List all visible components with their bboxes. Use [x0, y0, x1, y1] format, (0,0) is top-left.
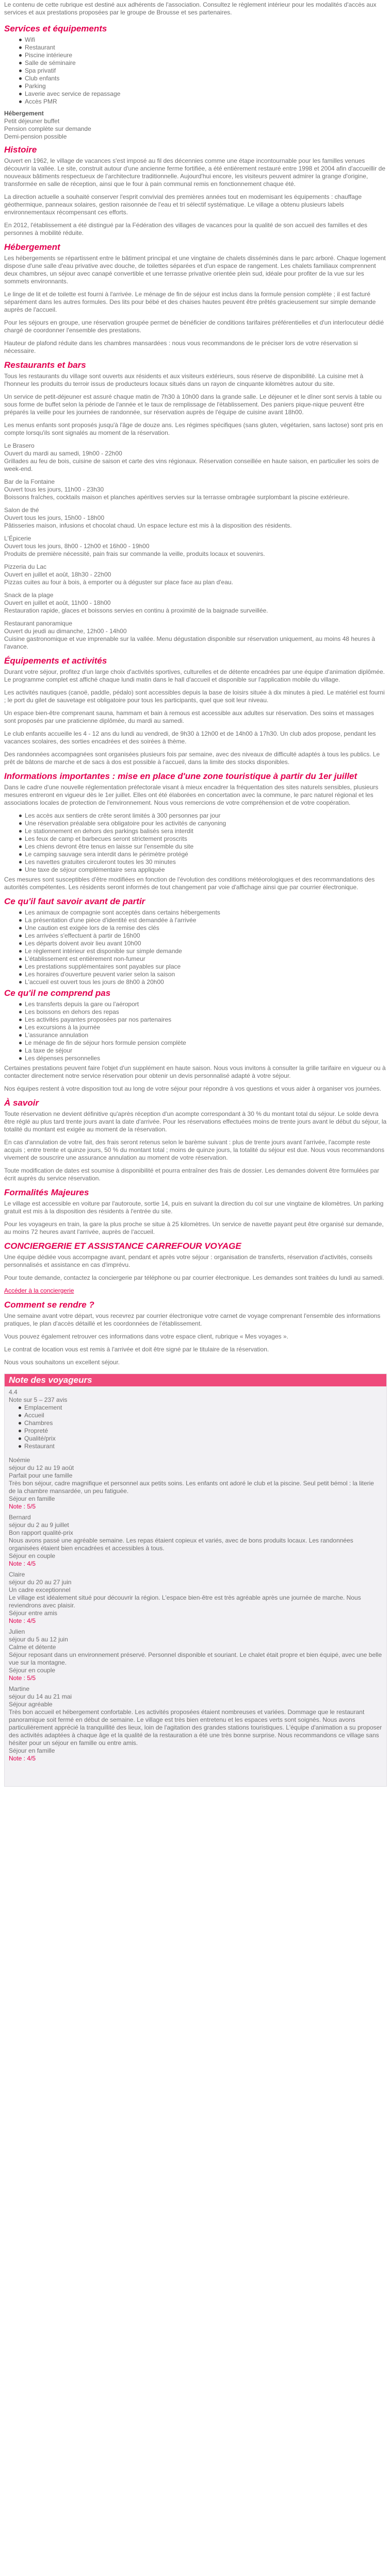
list-item: Laverie avec service de repassage — [25, 90, 387, 98]
concierge-link[interactable]: Accéder à la conciergerie — [4, 1287, 74, 1294]
not-included-paragraph: Nos équipes restent à votre disposition tout au long de votre séjour pour répondre à vos questions et vous aider à organiser vos journées. — [4, 1085, 382, 1092]
access-title: Formalités Majeures — [4, 1188, 89, 1197]
review-rating: Note : 5/5 — [9, 1503, 36, 1510]
history-paragraph: La direction actuelle a souhaité conserver l'esprit convivial des premières années tout en modernisant les équipements : chauffage géothermique, panneaux solaires, gestion raisonnée de l'eau et tri sélectif systématique. Le village a obtenu plusieurs labels environnementaux récompensant ces efforts. — [4, 193, 362, 216]
activities-paragraph: Le club enfants accueille les 4 - 12 ans du lundi au vendredi, de 9h30 à 12h00 et de 14h00 à 17h30. Un club ados propose, pendant les vacances scolaires, des sorties encadrées et des soirées à thème. — [4, 730, 376, 745]
venue-hours: Ouvert tous les jours, 11h00 - 23h30 — [4, 486, 104, 493]
howto-section — [4, 1300, 387, 1366]
venue — [4, 442, 387, 473]
practical-list — [4, 812, 387, 874]
venue-description: Produits de première nécessité, pain frais sur commande la veille, produits locaux et souvenirs. — [4, 550, 265, 557]
access-section — [4, 1188, 387, 1236]
details-paragraph: Pour les séjours en groupe, une réservation groupée permet de bénéficier de conditions tarifaires préférentielles et d'un interlocuteur dédié chargé de coordonner l'ensemble des prestations. — [4, 319, 384, 334]
list-item: Une caution est exigée lors de la remise des clés — [25, 924, 387, 932]
booking-paragraph: Toute réservation ne devient définitive qu'après réception d'un acompte correspondant à 30 % du montant total du séjour. Le solde devra être réglé au plus tard trente jours avant la date d'arrivée. Pour les réservations effectuées moins de trente jours avant le début du séjour, la totalité du montant est exigée au moment de la réservation. — [4, 1110, 387, 1133]
practical-intro: Dans le cadre d'une nouvelle réglementation préfectorale visant à mieux encadrer la fréquentation des sites naturels sensibles, plusieurs mesures entreront en vigueur dès le 1er juillet. Elles ont été élaborées en concertation avec la commune, le parc naturel régional et les associations locales de protection de l'environnement. Nous vous remercions de votre compréhension et de votre coopération. — [4, 784, 379, 806]
list-item: L'établissement est entièrement non-fumeur — [25, 955, 387, 963]
list-item: Les horaires d'ouverture peuvent varier selon la saison — [25, 971, 387, 978]
howto-title: Comment se rendre ? — [4, 1300, 94, 1310]
venue-name: Le Brasero — [4, 442, 35, 449]
review-text: Le village est idéalement situé pour découvrir la région. L'espace bien-être est très agréable après une journée de marche. Nous reviendrons avec plaisir. — [9, 1594, 361, 1609]
reminders-list — [4, 909, 387, 986]
list-item: Une taxe de séjour complémentaire sera appliquée — [25, 866, 387, 874]
review-stay: Séjour en couple — [9, 1667, 56, 1674]
review-title: Un cadre exceptionnel — [9, 1586, 71, 1594]
activities-paragraph: Durant votre séjour, profitez d'un large choix d'activités sportives, culturelles et de détente encadrées par une équipe d'animation diplômée. Le programme complet est affiché chaque lundi matin dans le hall d'accueil et disponible sur l'application mobile du village. — [4, 668, 385, 683]
review-text: Très bon accueil et hébergement confortable. Les activités proposées étaient nombreuses et variées. Dommage que le restaurant panoramique soit fermé en début de semaine. Le village est très bien entretenu et les espaces verts sont soignés. Nous avons particulièrement apprécié la tranquillité des lieux, loin de l'agitation des grandes stations touristiques. L'équipe d'animation a su proposer des activités adaptées à chaque âge et la qualité de la restauration a été une très bonne surprise. Nous recommandons ce village sans hésiter pour un séjour en famille ou entre amis. — [9, 1708, 382, 1747]
activities-paragraph: Des randonnées accompagnées sont organisées plusieurs fois par semaine, avec des niveaux de difficulté adaptés à tous les publics. Le prêt de bâtons de marche et de sacs à dos est possible à l'accueil, dans la limite des stocks disponibles. — [4, 751, 380, 766]
venue-description: Pâtisseries maison, infusions et chocolat chaud. Un espace lecture est mis à la disposition des résidents. — [4, 522, 292, 529]
review-author: Bernard — [9, 1514, 31, 1521]
details-paragraph: Le linge de lit et de toilette est fourni à l'arrivée. Le ménage de fin de séjour est inclus dans la formule pension complète ; il est facturé séparément dans les autres formules. Des lits pour bébé et des chaises hautes peuvent être prêtés gracieusement sur simple demande auprès de l'accueil. — [4, 291, 376, 313]
list-item: Le ménage de fin de séjour hors formule pension complète — [25, 1039, 387, 1047]
activities-paragraph: Un espace bien-être comprenant sauna, hammam et bain à remous est accessible aux adultes sur réservation. Des soins et massages sont proposés par une praticienne diplômée, du mardi au samedi. — [4, 709, 374, 724]
details-section — [4, 242, 387, 355]
list-item: Les boissons en dehors des repas — [25, 1008, 387, 1016]
list-item: Parking — [25, 82, 387, 90]
venue-hours: Ouvert en juillet et août, 18h30 - 22h00 — [4, 571, 111, 578]
details-title: Hébergement — [4, 242, 60, 252]
list-item: Les prestations supplémentaires sont payables sur place — [25, 963, 387, 971]
list-item: Le stationnement en dehors des parkings balisés sera interdit — [25, 827, 387, 835]
access-paragraph: Pour les voyageurs en train, la gare la plus proche se situe à 25 kilomètres. Un service de navette payant peut être organisé sur demande, au moins 72 heures avant l'arrivée, auprès de l'accueil. — [4, 1221, 384, 1235]
booking-title: À savoir — [4, 1098, 39, 1108]
list-item: Wifi — [25, 36, 387, 44]
venue — [4, 591, 387, 615]
intro-text: Le contenu de cette rubrique est destiné aux adhérents de l'association. Consultez le règlement intérieur pour les modalités d'accès aux services et aux prestations proposées par le groupe de Brousse et ses partenaires. — [4, 1, 377, 16]
history-section — [4, 145, 387, 237]
booking-paragraph: Toute modification de dates est soumise à disponibilité et pourra entraîner des frais de dossier. Les demandes doivent être formulées par écrit auprès du service réservation. — [4, 1167, 380, 1182]
howto-paragraph: Une semaine avant votre départ, vous recevrez par courrier électronique votre carnet de voyage comprenant l'ensemble des informations pratiques, le plan d'accès détaillé et les coordonnées de l'établissement. — [4, 1312, 381, 1327]
venue — [4, 620, 387, 651]
venue-description: Grillades au feu de bois, cuisine de saison et carte des vins régionaux. Réservation conseillée en haute saison, en particulier les soirs de week-end. — [4, 457, 379, 472]
review-date: séjour du 20 au 27 juin — [9, 1579, 72, 1586]
review-title: Bon rapport qualité-prix — [9, 1529, 73, 1536]
review-text: Très bon séjour, cadre magnifique et personnel aux petits soins. Les enfants ont adoré le club et la piscine. Seul petit bémol : la literie de la chambre mansardée, un peu fatiguée. — [9, 1480, 374, 1495]
list-item: Accueil — [24, 1412, 382, 1419]
services-title: Services et équipements — [4, 24, 107, 33]
review-rating: Note : 4/5 — [9, 1617, 36, 1624]
list-item: Spa privatif — [25, 67, 387, 75]
practical-section — [4, 771, 387, 891]
review — [9, 1628, 382, 1682]
venue — [4, 563, 387, 586]
overall-rating: 4.4 — [9, 1388, 18, 1396]
reviews-panel — [4, 1374, 387, 1787]
reviews-body — [5, 1386, 386, 1786]
practical-legal: Ces mesures sont susceptibles d'être modifiées en fonction de l'évolution des conditions météorologiques et des recommandations des autorités compétentes. Les résidents seront informés de tout changement par voie d'affichage ainsi que par courrier électronique. — [4, 876, 375, 891]
services-line: Pension complète sur demande — [4, 125, 91, 132]
venue-description: Boissons fraîches, cocktails maison et planches apéritives servies sur la terrasse ombragée surplombant la piscine extérieure. — [4, 494, 350, 501]
list-item: Le règlement intérieur est disponible sur simple demande — [25, 947, 387, 955]
venue-hours: Ouvert du mardi au samedi, 19h00 - 22h00 — [4, 450, 122, 457]
list-item: Club enfants — [25, 75, 387, 82]
reminders-section — [4, 896, 387, 986]
list-item: Qualité/prix — [24, 1435, 382, 1443]
reviews-title: Note des voyageurs — [5, 1374, 386, 1386]
review — [9, 1456, 382, 1511]
review-stay: Séjour en couple — [9, 1552, 56, 1560]
venue-name: Bar de la Fontaine — [4, 478, 55, 485]
list-item: Les activités payantes proposées par nos partenaires — [25, 1016, 387, 1024]
list-item: Les accès aux sentiers de crête seront limités à 300 personnes par jour — [25, 812, 387, 820]
venue-hours: Ouvert en juillet et août, 11h00 - 18h00 — [4, 599, 111, 606]
venue-name: Restaurant panoramique — [4, 620, 73, 627]
review-stay: Séjour en famille — [9, 1747, 55, 1754]
venue-hours: Ouvert tous les jours, 8h00 - 12h00 et 16h00 - 19h00 — [4, 543, 150, 550]
review-title: Calme et détente — [9, 1643, 56, 1651]
concierge-section — [4, 1241, 387, 1295]
review-date: séjour du 2 au 9 juillet — [9, 1521, 69, 1529]
details-paragraph: Hauteur de plafond réduite dans les chambres mansardées : nous vous recommandons de le préciser lors de votre réservation si nécessaire. — [4, 340, 358, 354]
services-list — [4, 36, 387, 106]
list-item: Les arrivées s'effectuent à partir de 16h00 — [25, 932, 387, 940]
services-line: Demi-pension possible — [4, 133, 67, 140]
services-section — [4, 24, 387, 141]
not-included-section — [4, 988, 387, 1093]
list-item: Salle de séminaire — [25, 59, 387, 67]
list-item: Les feux de camp et barbecues seront strictement proscrits — [25, 835, 387, 843]
list-item: Restaurant — [25, 44, 387, 52]
list-item: Les excursions à la journée — [25, 1024, 387, 1031]
venue-description: Cuisine gastronomique et vue imprenable sur la vallée. Menu dégustation disponible sur réservation uniquement, au moins 48 heures à l'avance. — [4, 635, 376, 650]
howto-paragraph: Nous vous souhaitons un excellent séjour. — [4, 1359, 120, 1366]
concierge-title: CONCIERGERIE ET ASSISTANCE CARREFOUR VOYAGE — [4, 1241, 241, 1251]
review-rating: Note : 4/5 — [9, 1560, 36, 1567]
restaurant-paragraph: Un service de petit-déjeuner est assuré chaque matin de 7h30 à 10h00 dans la grande salle. Le déjeuner et le dîner sont servis à table ou sous forme de buffet selon la période de l'année et le taux de remplissage de l'établissement. Des paniers pique-nique peuvent être préparés la veille pour les journées de randonnée, sur réservation auprès de l'équipe de cuisine avant 18h00. — [4, 393, 382, 416]
history-paragraph: En 2012, l'établissement a été distingué par la Fédération des villages de vacances pour la qualité de son accueil des familles et des personnes à mobilité réduite. — [4, 222, 368, 236]
venue-name: Pizzeria du Lac — [4, 563, 47, 570]
list-item: Piscine intérieure — [25, 52, 387, 59]
review-text: Séjour reposant dans un environnement préservé. Personnel disponible et souriant. Le chalet était propre et bien équipé, avec une belle vue sur la montagne. — [9, 1651, 382, 1666]
list-item: Les départs doivent avoir lieu avant 10h00 — [25, 940, 387, 947]
venue — [4, 506, 387, 530]
restaurant-section — [4, 360, 387, 651]
review-date: séjour du 12 au 19 août — [9, 1464, 74, 1471]
review-author: Julien — [9, 1628, 25, 1635]
practical-title: Informations importantes : mise en place d'une zone touristique à partir du 1er juillet — [4, 771, 357, 781]
list-item: L'assurance annulation — [25, 1031, 387, 1039]
howto-paragraph: Le contrat de location vous est remis à l'arrivée et doit être signé par le titulaire de la réservation. — [4, 1346, 269, 1353]
activities-paragraph: Les activités nautiques (canoë, paddle, pédalo) sont accessibles depuis la base de loisirs située à dix minutes à pied. Le matériel est fourni ; le port du gilet de sauvetage est obligatoire pour tous les participants, quel que soit leur niveau. — [4, 689, 385, 704]
activities-section — [4, 656, 387, 766]
review-author: Noémie — [9, 1456, 30, 1464]
list-item: Les animaux de compagnie sont acceptés dans certains hébergements — [25, 909, 387, 917]
venue-hours: Ouvert du jeudi au dimanche, 12h00 - 14h00 — [4, 628, 127, 635]
review-date: séjour du 14 au 21 mai — [9, 1693, 72, 1700]
list-item: Restaurant — [24, 1443, 382, 1450]
restaurant-paragraph: Tous les restaurants du village sont ouverts aux résidents et aux visiteurs extérieurs, sous réserve de disponibilité. La cuisine met à l'honneur les produits du terroir issus de producteurs locaux situés dans un rayon de cinquante kilomètres autour du site. — [4, 372, 364, 387]
review — [9, 1571, 382, 1625]
venue-hours: Ouvert tous les jours, 15h00 - 18h00 — [4, 514, 105, 521]
venue — [4, 535, 387, 558]
reminders-title: Ce qu'il faut savoir avant de partir — [4, 896, 145, 906]
list-item: Les transferts depuis la gare ou l'aéroport — [25, 1001, 387, 1008]
restaurant-title: Restaurants et bars — [4, 360, 86, 370]
review-date: séjour du 5 au 12 juin — [9, 1636, 68, 1643]
review-stay: Séjour en famille — [9, 1495, 55, 1502]
list-item: Accès PMR — [25, 98, 387, 106]
venue-description: Restauration rapide, glaces et boissons servies en continu à proximité de la baignade surveillée. — [4, 607, 268, 614]
booking-paragraph: En cas d'annulation de votre fait, des frais seront retenus selon le barème suivant : plus de trente jours avant l'arrivée, l'acompte reste acquis ; entre trente et quinze jours, 50 % du montant total ; moins de quinze jours, la totalité du séjour est due. Nous vous recommandons vivement de souscrire une assurance annulation au moment de votre réservation. — [4, 1139, 385, 1161]
venue — [4, 478, 387, 501]
services-line: Petit déjeuner buffet — [4, 117, 60, 125]
not-included-paragraph: Certaines prestations peuvent faire l'objet d'un supplément en haute saison. Nous vous invitons à consulter la grille tarifaire en vigueur ou à contacter directement notre service réservation pour obtenir un devis personnalisé adapté à votre séjour. — [4, 1064, 386, 1079]
access-paragraph: Le village est accessible en voiture par l'autoroute, sortie 14, puis en suivant la direction du col sur une vingtaine de kilomètres. Un parking gratuit est mis à la disposition des résidents à l'entrée du site. — [4, 1200, 384, 1215]
history-title: Histoire — [4, 145, 37, 155]
review-author: Claire — [9, 1571, 25, 1578]
review-stay: Séjour entre amis — [9, 1609, 58, 1617]
review-rating: Note : 5/5 — [9, 1674, 36, 1682]
venue-name: Snack de la plage — [4, 591, 54, 599]
review-author: Martine — [9, 1685, 30, 1692]
details-paragraph: Les hébergements se répartissent entre le bâtiment principal et une vingtaine de chalets disséminés dans le parc arboré. Chaque logement dispose d'une salle d'eau privative avec douche, de toilettes séparées et d'un espace de rangement. Les chalets familiaux comprennent deux chambres, un séjour avec canapé convertible et une terrasse privative orientée plein sud, idéale pour profiter de la vue sur les sommets environnants. — [4, 255, 386, 285]
list-item: Les chiens devront être tenus en laisse sur l'ensemble du site — [25, 843, 387, 851]
criteria-list — [9, 1404, 382, 1450]
review-title: Parfait pour une famille — [9, 1472, 73, 1479]
review-rating: Note : 4/5 — [9, 1755, 36, 1762]
not-included-title: Ce qu'il ne comprend pas — [4, 988, 111, 998]
list-item: Chambres — [24, 1419, 382, 1427]
not-included-list — [4, 1001, 387, 1062]
list-item: Emplacement — [24, 1404, 382, 1412]
restaurant-paragraph: Les menus enfants sont proposés jusqu'à l'âge de douze ans. Les régimes spécifiques (sans gluten, végétarien, sans lactose) sont pris en compte lorsqu'ils sont signalés au moment de la réservation. — [4, 421, 383, 436]
history-paragraph: Ouvert en 1962, le village de vacances s'est imposé au fil des décennies comme une étape incontournable pour les familles venues découvrir la vallée. Le site, construit autour d'une ancienne ferme fortifiée, a été entièrement restauré entre 1998 et 2004 afin d'accueillir de nouveaux bâtiments respectueux de l'architecture traditionnelle. Aujourd'hui encore, les visiteurs peuvent admirer la grange d'origine, transformée en salle de réception, ainsi que le four à pain communal remis en fonctionnement chaque été. — [4, 157, 386, 188]
reviews-count: Note sur 5 – 237 avis — [9, 1396, 68, 1403]
list-item: Le camping sauvage sera interdit dans le périmètre protégé — [25, 851, 387, 858]
review-title: Séjour agréable — [9, 1701, 53, 1708]
services-subheading: Hébergement — [4, 110, 44, 117]
list-item: La taxe de séjour — [25, 1047, 387, 1055]
booking-section — [4, 1098, 387, 1182]
review — [9, 1685, 382, 1762]
list-item: Les dépenses personnelles — [25, 1055, 387, 1062]
review-text: Nous avons passé une agréable semaine. Les repas étaient copieux et variés, avec de bons produits locaux. Les randonnées organisées étaient bien encadrées et accessibles à tous. — [9, 1537, 353, 1552]
list-item: Une réservation préalable sera obligatoire pour les activités de canyoning — [25, 820, 387, 827]
howto-paragraph: Vous pouvez également retrouver ces informations dans votre espace client, rubrique « Mes voyages ». — [4, 1333, 288, 1340]
concierge-paragraph: Pour toute demande, contactez la conciergerie par téléphone ou par courrier électronique. Les demandes sont traitées du lundi au samedi. — [4, 1274, 384, 1281]
list-item: Les navettes gratuites circuleront toutes les 30 minutes — [25, 858, 387, 866]
venue-name: Salon de thé — [4, 506, 39, 514]
review — [9, 1514, 382, 1568]
activities-title: Équipements et activités — [4, 656, 107, 666]
list-item: Propreté — [24, 1427, 382, 1435]
venue-name: L'Épicerie — [4, 535, 31, 542]
list-item: La présentation d'une pièce d'identité est demandée à l'arrivée — [25, 917, 387, 924]
venue-description: Pizzas cuites au four à bois, à emporter ou à déguster sur place face au plan d'eau. — [4, 579, 233, 586]
list-item: L'accueil est ouvert tous les jours de 8h00 à 20h00 — [25, 978, 387, 986]
concierge-paragraph: Une équipe dédiée vous accompagne avant, pendant et après votre séjour : organisation de transferts, réservation d'activités, conseils personnalisés et assistance en cas d'imprévu. — [4, 1253, 373, 1268]
